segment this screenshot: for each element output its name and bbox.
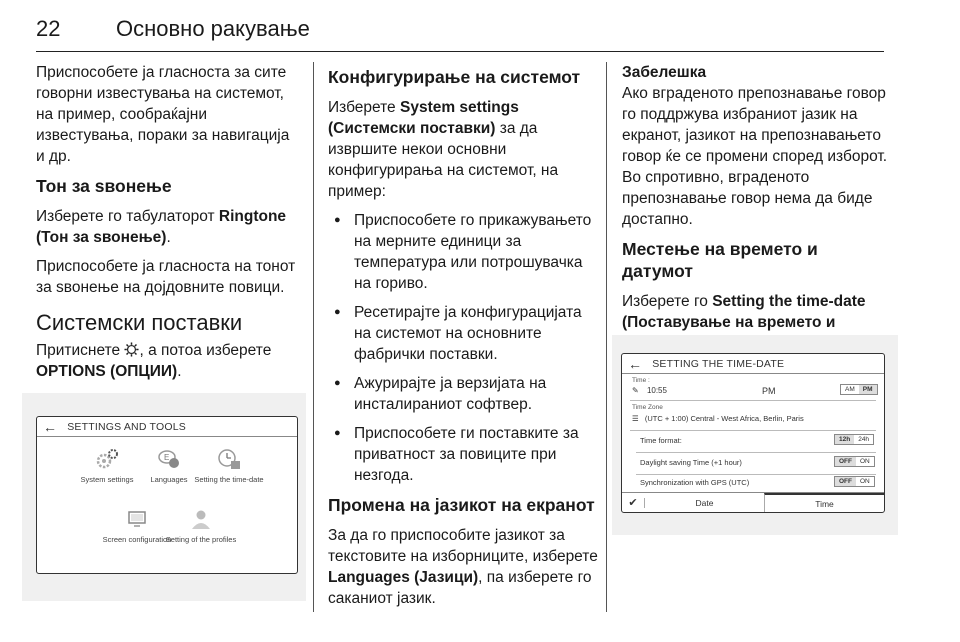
column-divider (313, 62, 314, 612)
time-value: 10:55 (646, 386, 667, 395)
screen-header (622, 354, 884, 374)
time-date-heading: Местење на времето и датумот (622, 239, 818, 281)
system-settings-label: System settings (Системски поставки) (328, 99, 519, 137)
clock-calendar-icon (216, 447, 242, 471)
settings-gear-icon (124, 342, 139, 357)
ringtone-tab-label: Ringtone (Тон за ѕвонење) (36, 208, 287, 246)
options-label: OPTIONS (ОПЦИИ) (36, 363, 178, 380)
screen-title: SETTING THE TIME-DATE (652, 357, 785, 370)
column-2 (328, 62, 598, 617)
time-date-tile[interactable]: Setting the time-date (189, 447, 269, 484)
intro-paragraph: Приспособете ја гласноста за сите говорни известувања на системот, на пример, сообраќајни известувања, пораки за навигација и др. (36, 64, 290, 165)
ringtone-heading: Тон за ѕвонење (36, 176, 172, 196)
list-item: ● Приспособете го прикажувањето на мерните единици за температура или потрошувачка на гориво. (328, 210, 598, 294)
column-1 (36, 62, 298, 390)
language-heading: Промена на јазикот на екранот (328, 495, 595, 515)
dst-switch[interactable]: OFF ON (834, 456, 875, 467)
language-paragraph: За да го приспособите јазикот за текстовите на изборниците, изберете Languages (Јазици), па изберете го саканиот јазик. (328, 527, 598, 607)
zone-value: (UTC + 1:00) Central - West Africa, Berlin, Paris (644, 414, 804, 423)
list-item: ● Ажурирајте ја верзијата на инсталираниот софтвер. (328, 373, 598, 415)
screen-footer (622, 492, 884, 512)
person-icon (188, 507, 214, 531)
zone-row[interactable] (632, 414, 884, 423)
system-settings-tile[interactable]: System settings (67, 447, 147, 484)
list-item: ● Ресетирајте ја конфигурацијата на системот на основните фабрички поставки. (328, 302, 598, 365)
page-title: Основно ракување (116, 16, 310, 41)
ringtone-paragraph-2: Приспособете ја гласноста на тонот за ѕвонење на дојдовните повици. (36, 258, 296, 296)
divider (636, 474, 876, 475)
screen-header (37, 417, 297, 437)
gears-icon (94, 447, 120, 471)
note-text: Ако вграденото препознавање говор го поддржува избраниот јазик на екранот, јазикот на препознавањето говор ќе се промени според изборот. Во спротивно, вграденото препознавање говор нема да биде достапно. (622, 85, 888, 228)
languages-tile[interactable]: E Languages (129, 447, 209, 484)
config-list (328, 210, 598, 486)
divider (636, 452, 876, 453)
screen-configuration-tile[interactable]: Screen configuration (97, 507, 177, 544)
gps-switch[interactable]: OFF ON (834, 476, 875, 487)
time-format-row[interactable]: Time format: 12h 24h (640, 436, 884, 445)
dst-row[interactable]: Daylight saving Time (+1 hour) OFF ON (640, 458, 884, 467)
time-date-label: Setting the time-date (Поставување на времето и (622, 293, 866, 331)
config-paragraph: Изберете System settings (Системски поставки) за да извршите некои основни конфигурирања на системот, на пример: (328, 99, 559, 200)
list-icon: ☰ (632, 414, 639, 423)
ampm-value: PM (762, 386, 776, 396)
settings-and-tools-screen (36, 416, 298, 574)
speech-bubbles-icon (156, 447, 182, 471)
profiles-tile[interactable]: Setting of the profiles (161, 507, 241, 544)
column-divider (606, 62, 607, 612)
time-tab[interactable]: Time (764, 493, 884, 512)
time-date-paragraph: Изберете го Setting the time-date (Поставување на времето и (622, 291, 890, 354)
divider (630, 400, 876, 401)
page-header (36, 8, 884, 52)
screen-icon (124, 507, 150, 531)
config-heading: Конфигурирање на системот (328, 67, 581, 87)
ampm-switch[interactable]: AM PM (840, 384, 878, 395)
time-format-switch[interactable]: 12h 24h (834, 434, 874, 445)
pencil-icon: ✎ (632, 386, 639, 395)
gps-row[interactable]: Synchronization with GPS (UTC) OFF ON (640, 478, 884, 487)
zone-label: Time Zone (632, 404, 663, 411)
date-tab[interactable]: Date (644, 498, 764, 508)
languages-label: Languages (Јазици) (328, 569, 479, 586)
svg-text:E: E (164, 453, 170, 462)
checkmark-icon[interactable]: ✔ (628, 497, 638, 509)
screen-title: SETTINGS AND TOOLS (67, 420, 186, 433)
column-3 (622, 62, 890, 362)
ringtone-paragraph: Изберете го табулаторот Ringtone (Тон за ѕвонење). (36, 208, 287, 246)
time-row[interactable] (632, 386, 884, 395)
note-title: Забелешка (622, 64, 707, 81)
system-settings-heading: Системски поставки (36, 310, 243, 335)
list-item: ● Приспособете ги поставките за приватност за повиците при незгода. (328, 423, 598, 486)
page-number: 22 (36, 16, 61, 41)
back-arrow-icon[interactable]: ← (628, 355, 643, 372)
time-label: Time : (632, 377, 650, 384)
divider (630, 430, 876, 431)
press-paragraph: Притиснете , а потоа изберете OPTIONS (ОПЦИИ). (36, 342, 272, 380)
time-date-screen (621, 353, 885, 513)
back-arrow-icon[interactable]: ← (43, 418, 58, 435)
